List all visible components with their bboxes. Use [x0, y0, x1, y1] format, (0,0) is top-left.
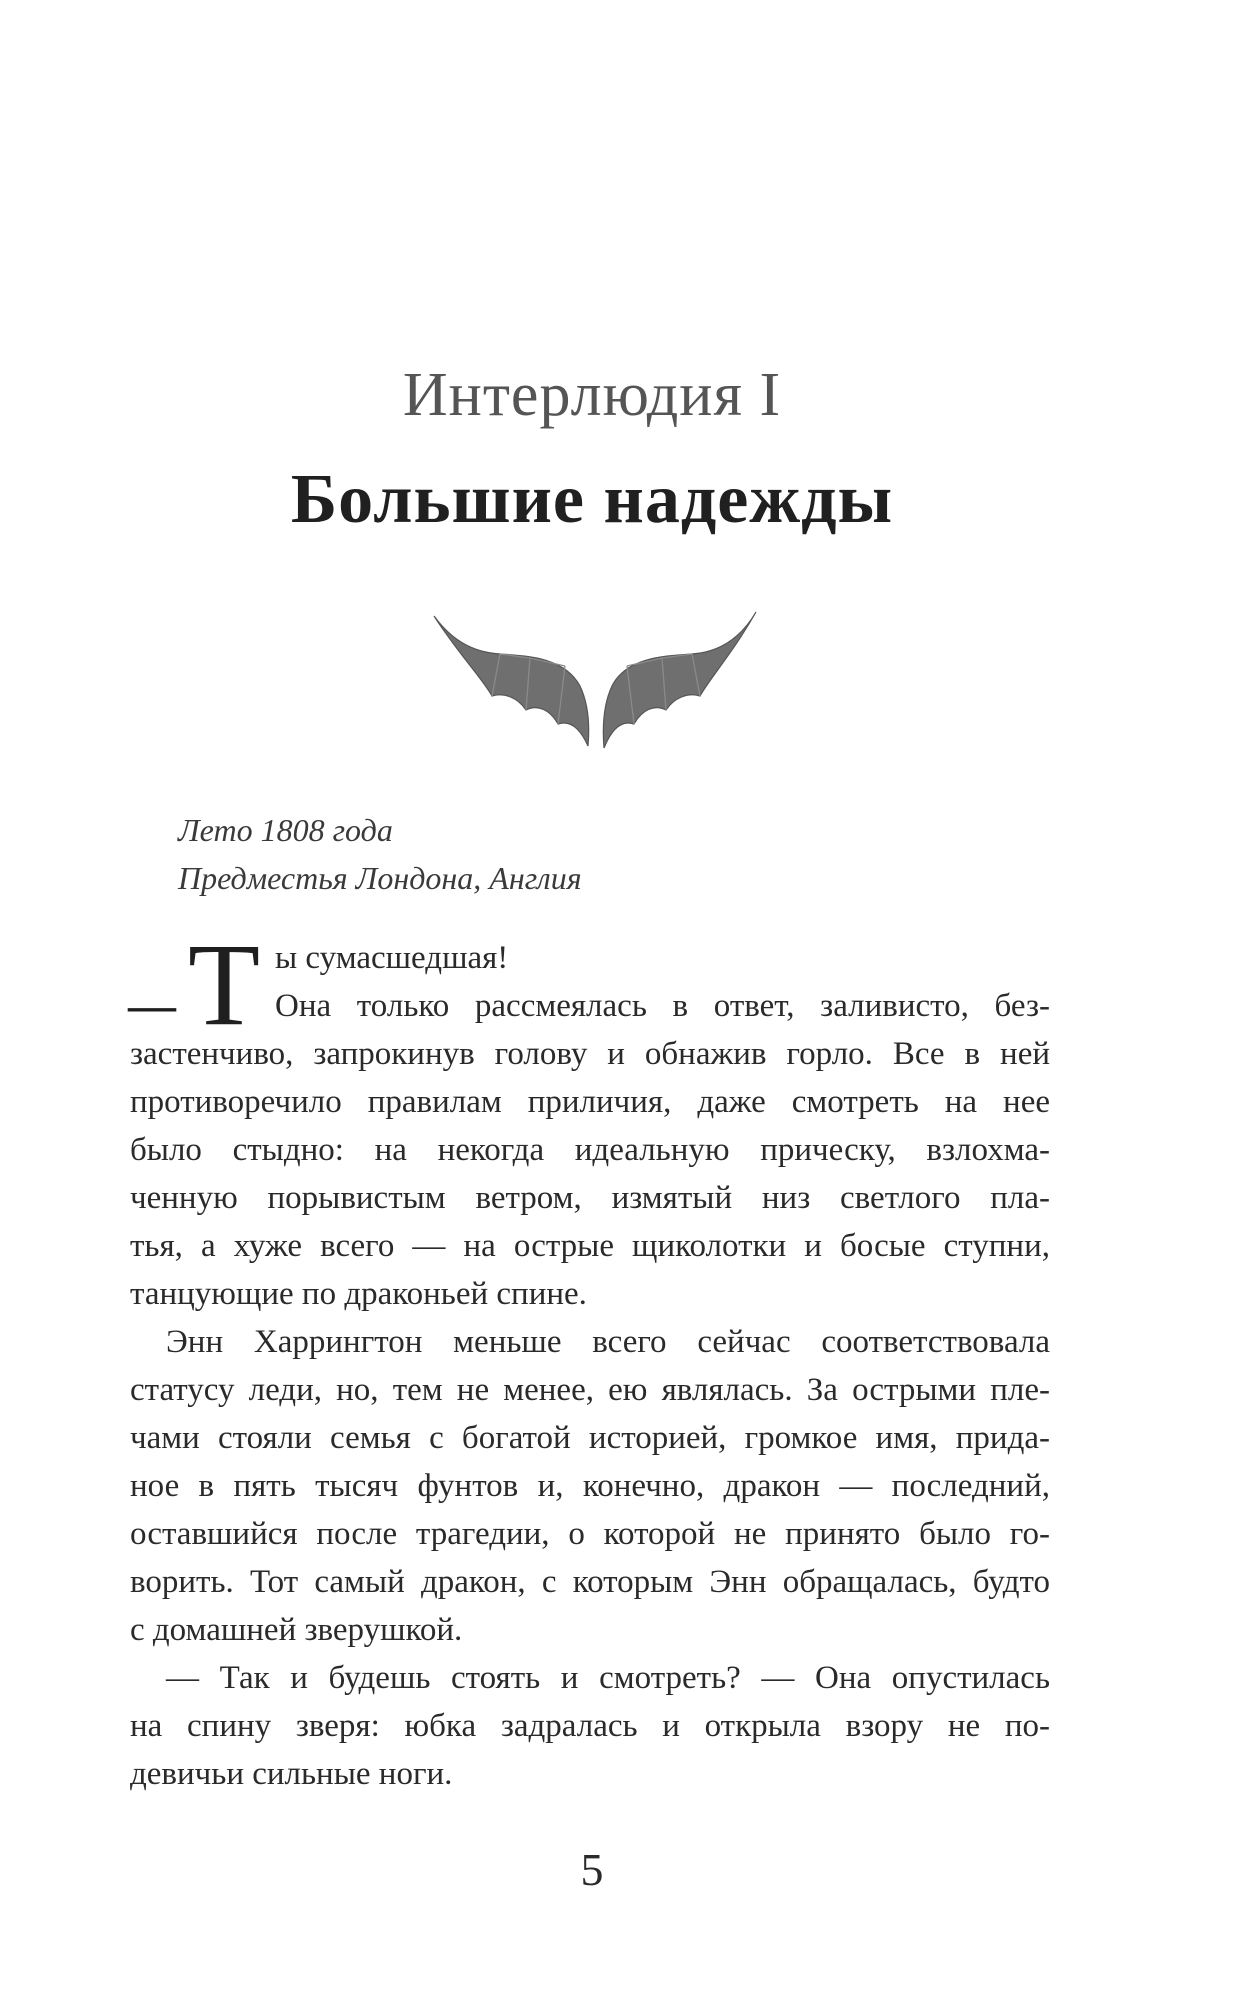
text-line: чами стояли семья с богатой историей, громкое имя, прида-	[130, 1420, 1050, 1456]
page-number: 5	[580, 1844, 604, 1895]
text-line: на спину зверя: юбка задралась и открыла взору не по-	[130, 1708, 1050, 1744]
drop-cap	[128, 919, 288, 1050]
chapter-title: Большие надежды	[290, 461, 894, 538]
text-line: застенчиво, запрокинув голову и обнажив горло. Все в ней	[130, 1036, 1050, 1072]
text-line: противоречило правилам приличия, даже смотреть на нее	[130, 1084, 1050, 1120]
text-line: статусу леди, но, тем не менее, ею являлась. За острыми пле-	[130, 1372, 1050, 1408]
text-line: ы сумасшедшая!	[275, 940, 509, 976]
text-line: ворить. Тот самый дракон, с которым Энн обращалась, будто	[130, 1564, 1050, 1600]
text-line: тья, а хуже всего — на острые щиколотки и босые ступни,	[130, 1228, 1050, 1264]
text-line: оставшийся после трагедии, о которой не принято было го-	[130, 1516, 1050, 1552]
paragraph-2	[130, 1318, 1050, 1654]
text-line: было стыдно: на некогда идеальную прическу, взлохма-	[130, 1132, 1050, 1168]
text-line: ное в пять тысяч фунтов и, конечно, дракон — последний,	[130, 1468, 1050, 1504]
text-line: с домашней зверушкой.	[130, 1612, 463, 1648]
text-line: Энн Харрингтон меньше всего сейчас соответствовала	[166, 1324, 1050, 1360]
bat-wings-ornament-icon	[430, 608, 760, 750]
text-line: Она только рассмеялась в ответ, заливисто, без-	[275, 988, 1050, 1024]
drop-cap-dash: —	[128, 979, 176, 1032]
paragraph-1-opening	[275, 934, 1050, 1030]
text-line: танцующие по драконьей спине.	[130, 1276, 587, 1312]
dateline-place: Предместья Лондона, Англия	[178, 860, 582, 896]
chapter-kicker: Интерлюдия I	[402, 361, 782, 429]
drop-cap-letter: Т	[188, 919, 261, 1050]
text-line: ченную порывистым ветром, измятый низ светлого пла-	[130, 1180, 1050, 1216]
dateline-date: Лето 1808 года	[178, 812, 393, 848]
text-line: — Так и будешь стоять и смотреть? — Она опустилась	[166, 1660, 1050, 1696]
text-line: девичьи сильные ноги.	[130, 1756, 453, 1792]
paragraph-3	[130, 1654, 1050, 1798]
paragraph-1	[130, 1030, 1050, 1318]
dateline	[178, 806, 1078, 902]
